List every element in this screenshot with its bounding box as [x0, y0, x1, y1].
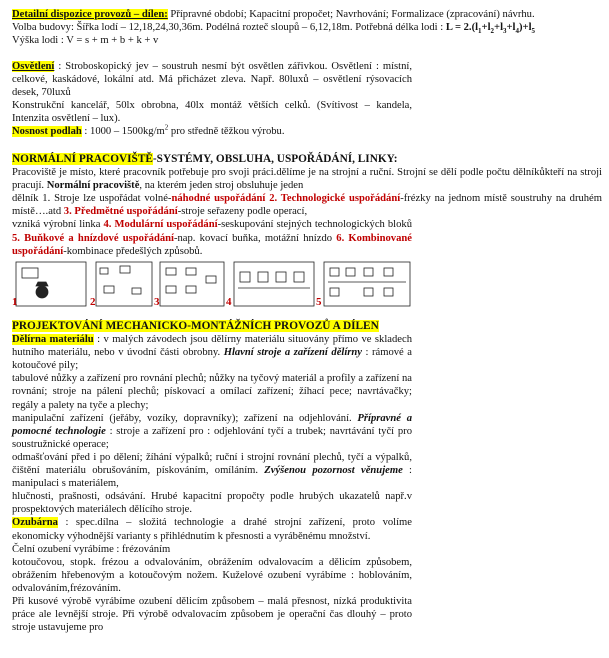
layout-diagrams-svg — [12, 258, 412, 310]
pracoviste-text: Pracoviště je místo, které pracovník potřebuje pro svoji práci.dělíme je na strojní a ruční. Strojní se dělí podle počtu dělníkůkteří na stroji pracují. — [12, 167, 602, 192]
formula-subscript: 5 — [531, 27, 536, 36]
section-detailni-dispozice — [12, 8, 602, 47]
figure-number: 2 — [90, 296, 96, 308]
dispozice-phases-text: Přípravné období; Kapacitní propočet; Navrhování; Formalizace (zpracování) návrhu. — [167, 9, 535, 20]
vyska-lodi-text: Výška lodi : V = s + m + b + k + v — [12, 35, 159, 47]
usporadani-term: 5. Buňkové a hnízdové uspořádání — [12, 232, 174, 244]
delirna-term: Zvýšenou pozornost věnujeme — [264, 465, 403, 477]
pracoviste-text-cont: , na kterém jeden stroj obsluhuje jeden — [139, 180, 304, 192]
delirna-text: : stroje a zařízení pro : odjehlování tyčí a trubek; navrtávání tyčí pro soustružnické operace; — [12, 425, 412, 450]
usporadani-text: -frézky na jednom místě soustruhy na druhém místě….atd — [12, 193, 603, 218]
section-title-normalni-pracoviste: NORMÁLNÍ PRACOVIŠTĚ — [12, 153, 153, 165]
nosnost-sup: 2 — [164, 123, 169, 132]
osvetleni-text: : Stroboskopický jev – soustruh nesmí být osvětlen zářivkou. Osvětlení : místní, celkové, kaskádové, lokální atd. Má přicházet zleva. Např. 80luxů – osvětlení rýsovacích desek, 70luxů — [12, 61, 412, 99]
formula-part: +l — [506, 22, 516, 34]
delirna-text: : v malých závodech jsou dělírny materiálu situovány přímo ve skladech hutního materiálu, nebo v úvodní části obrobny. — [12, 334, 412, 359]
delirna-text: odmašťování před i po dělení; žíhání výpalků; ruční i strojní rovnání plechů, tyčí a výpalků, čištění materiálu obrušováním, pískováním, omíláním. — [12, 451, 412, 477]
formula-part: L = 2.(l — [445, 22, 479, 34]
usporadani-term: 3. Předmětné uspořádání — [63, 206, 178, 218]
nosnost-text: : 1000 – 1500kg/m — [81, 126, 165, 138]
delka-lodi-formula — [445, 22, 536, 36]
formula-subscript: 2 — [490, 27, 495, 36]
section-title-osvetleni: Osvětlení — [12, 61, 55, 72]
figure-number: 3 — [154, 296, 160, 308]
formula-part: +l — [494, 22, 504, 34]
usporadani-text: -stroje seřazeny podle operací, — [177, 206, 308, 218]
subsection-title-delirna: Dělírna materiálu — [12, 334, 94, 346]
ozubarna-text: : spec.dílna – složitá technologie a drahé strojní zařízení, proto volíme ekonomicky výhodnější varianty s přihlédnutím k přesnosti a vyráběnému množství. — [12, 517, 412, 542]
subsection-title-ozubarna: Ozubárna — [12, 517, 58, 529]
figure-number: 1 — [12, 296, 18, 308]
osvetleni-text-2: Konstrukční kancelář, 50lx obrobna, 40lx montáž větších celků. (Svítivost – kandela, Intenzita osvětlení – lux). — [12, 100, 412, 125]
delirna-text: : rámové a kotoučové pily; — [12, 347, 412, 372]
section-title-rest: -SYSTÉMY, OBSLUHA, USPOŘÁDÁNÍ, LINKY: — [152, 153, 398, 165]
section-title-detailni-dispozice: Detailní dispozice provozů – dílen: — [12, 9, 168, 20]
delirna-text: tabulové nůžky a zařízení pro rovnání plechů; nůžky na tyčový materiál a profily a zařízení na rovnání; stroje na pálení plechů; pískovací a omílací zařízení; žíhací pece; navrtávačky; regály a palety na tyče a plechy; — [12, 373, 412, 411]
usporadani-text: -kombinace předešlých způsobů. — [63, 245, 203, 257]
delirna-text: manipulační zařízení (jeřáby, vozíky, dopravníky); zařízení na odjehlování. — [12, 412, 358, 424]
section-projektovani — [12, 320, 412, 634]
usporadani-text: -nap. kovací buňka, motážní hnízdo — [173, 232, 337, 244]
delirna-text: hlučnosti, prašnosti, odsávání. Hrubé kapacitní propočty podle hrubých ukazatelů např.v prospektových materiálech dělícího stroje. — [12, 491, 412, 516]
ozubarna-text: kotoučovou, stopk. frézou a odvalováním, obrážením odvalovacím a dělicím způsobem, obrážením hřebenovým a kotoučovým nožem. Kuželové ozubení vyrábíme : hoblováním, odvalováním,frézováním. — [12, 556, 412, 594]
figure-number: 4 — [226, 296, 232, 308]
section-title-nosnost-podlah: Nosnost podlah — [12, 126, 82, 138]
usporadani-term: 6. Kombinované uspořádání — [12, 232, 412, 257]
delirna-text: : manipulaci s materiálem, — [12, 465, 412, 490]
normalni-pracoviste-term: Normální pracoviště — [46, 180, 140, 192]
formula-part: )+l — [519, 22, 532, 34]
usporadani-term: náhodné uspořádání 2. Technologické uspořádání — [171, 193, 401, 205]
delirna-term: Přípravné a pomocné technologie — [12, 412, 412, 437]
figure-number: 5 — [316, 296, 322, 308]
usporadani-text: dělník 1. Stroje lze uspořádat volné- — [12, 193, 172, 205]
section-title-projektovani: PROJEKTOVÁNÍ MECHANICKO-MONTÁŽNÍCH PROVOZŮ A DÍLEN — [12, 320, 379, 332]
nosnost-text-2: pro středně těžkou výrobu. — [168, 126, 285, 138]
section-osvetleni — [12, 60, 412, 139]
delirna-term: Hlavní stroje a zařízení dělírny — [223, 347, 362, 359]
formula-subscript: 1 — [478, 27, 482, 36]
formula-subscript: 3 — [503, 27, 507, 36]
volba-budovy-text: Volba budovy: Šířka lodí – 12,18,24,30,36m. Podélná rozteč sloupů – 6,12,18m. Potřebná délka lodi : — [12, 22, 446, 34]
usporadani-text: -seskupování stejných technologických bloků — [217, 219, 412, 231]
formula-part: +l — [481, 22, 491, 34]
formula-subscript: 4 — [515, 27, 519, 36]
usporadani-term: 4. Modulární uspořádání — [103, 219, 218, 231]
layout-figures — [12, 258, 412, 310]
section-normalni-pracoviste — [12, 153, 602, 258]
usporadani-text: vzniká výrobní linka — [12, 219, 104, 231]
ozubarna-text: Čelní ozubení vyrábíme : frézováním — [12, 543, 171, 555]
ozubarna-text: Při kusové výrobě vyrábíme ozubení dělicím způsobem – malá přesnost, nízká produktivita práce ale levnější stroje. Při výrobě odvalovacím způsobem je operační čas dlouhý – proto stroje ustavujeme pro — [12, 595, 412, 634]
